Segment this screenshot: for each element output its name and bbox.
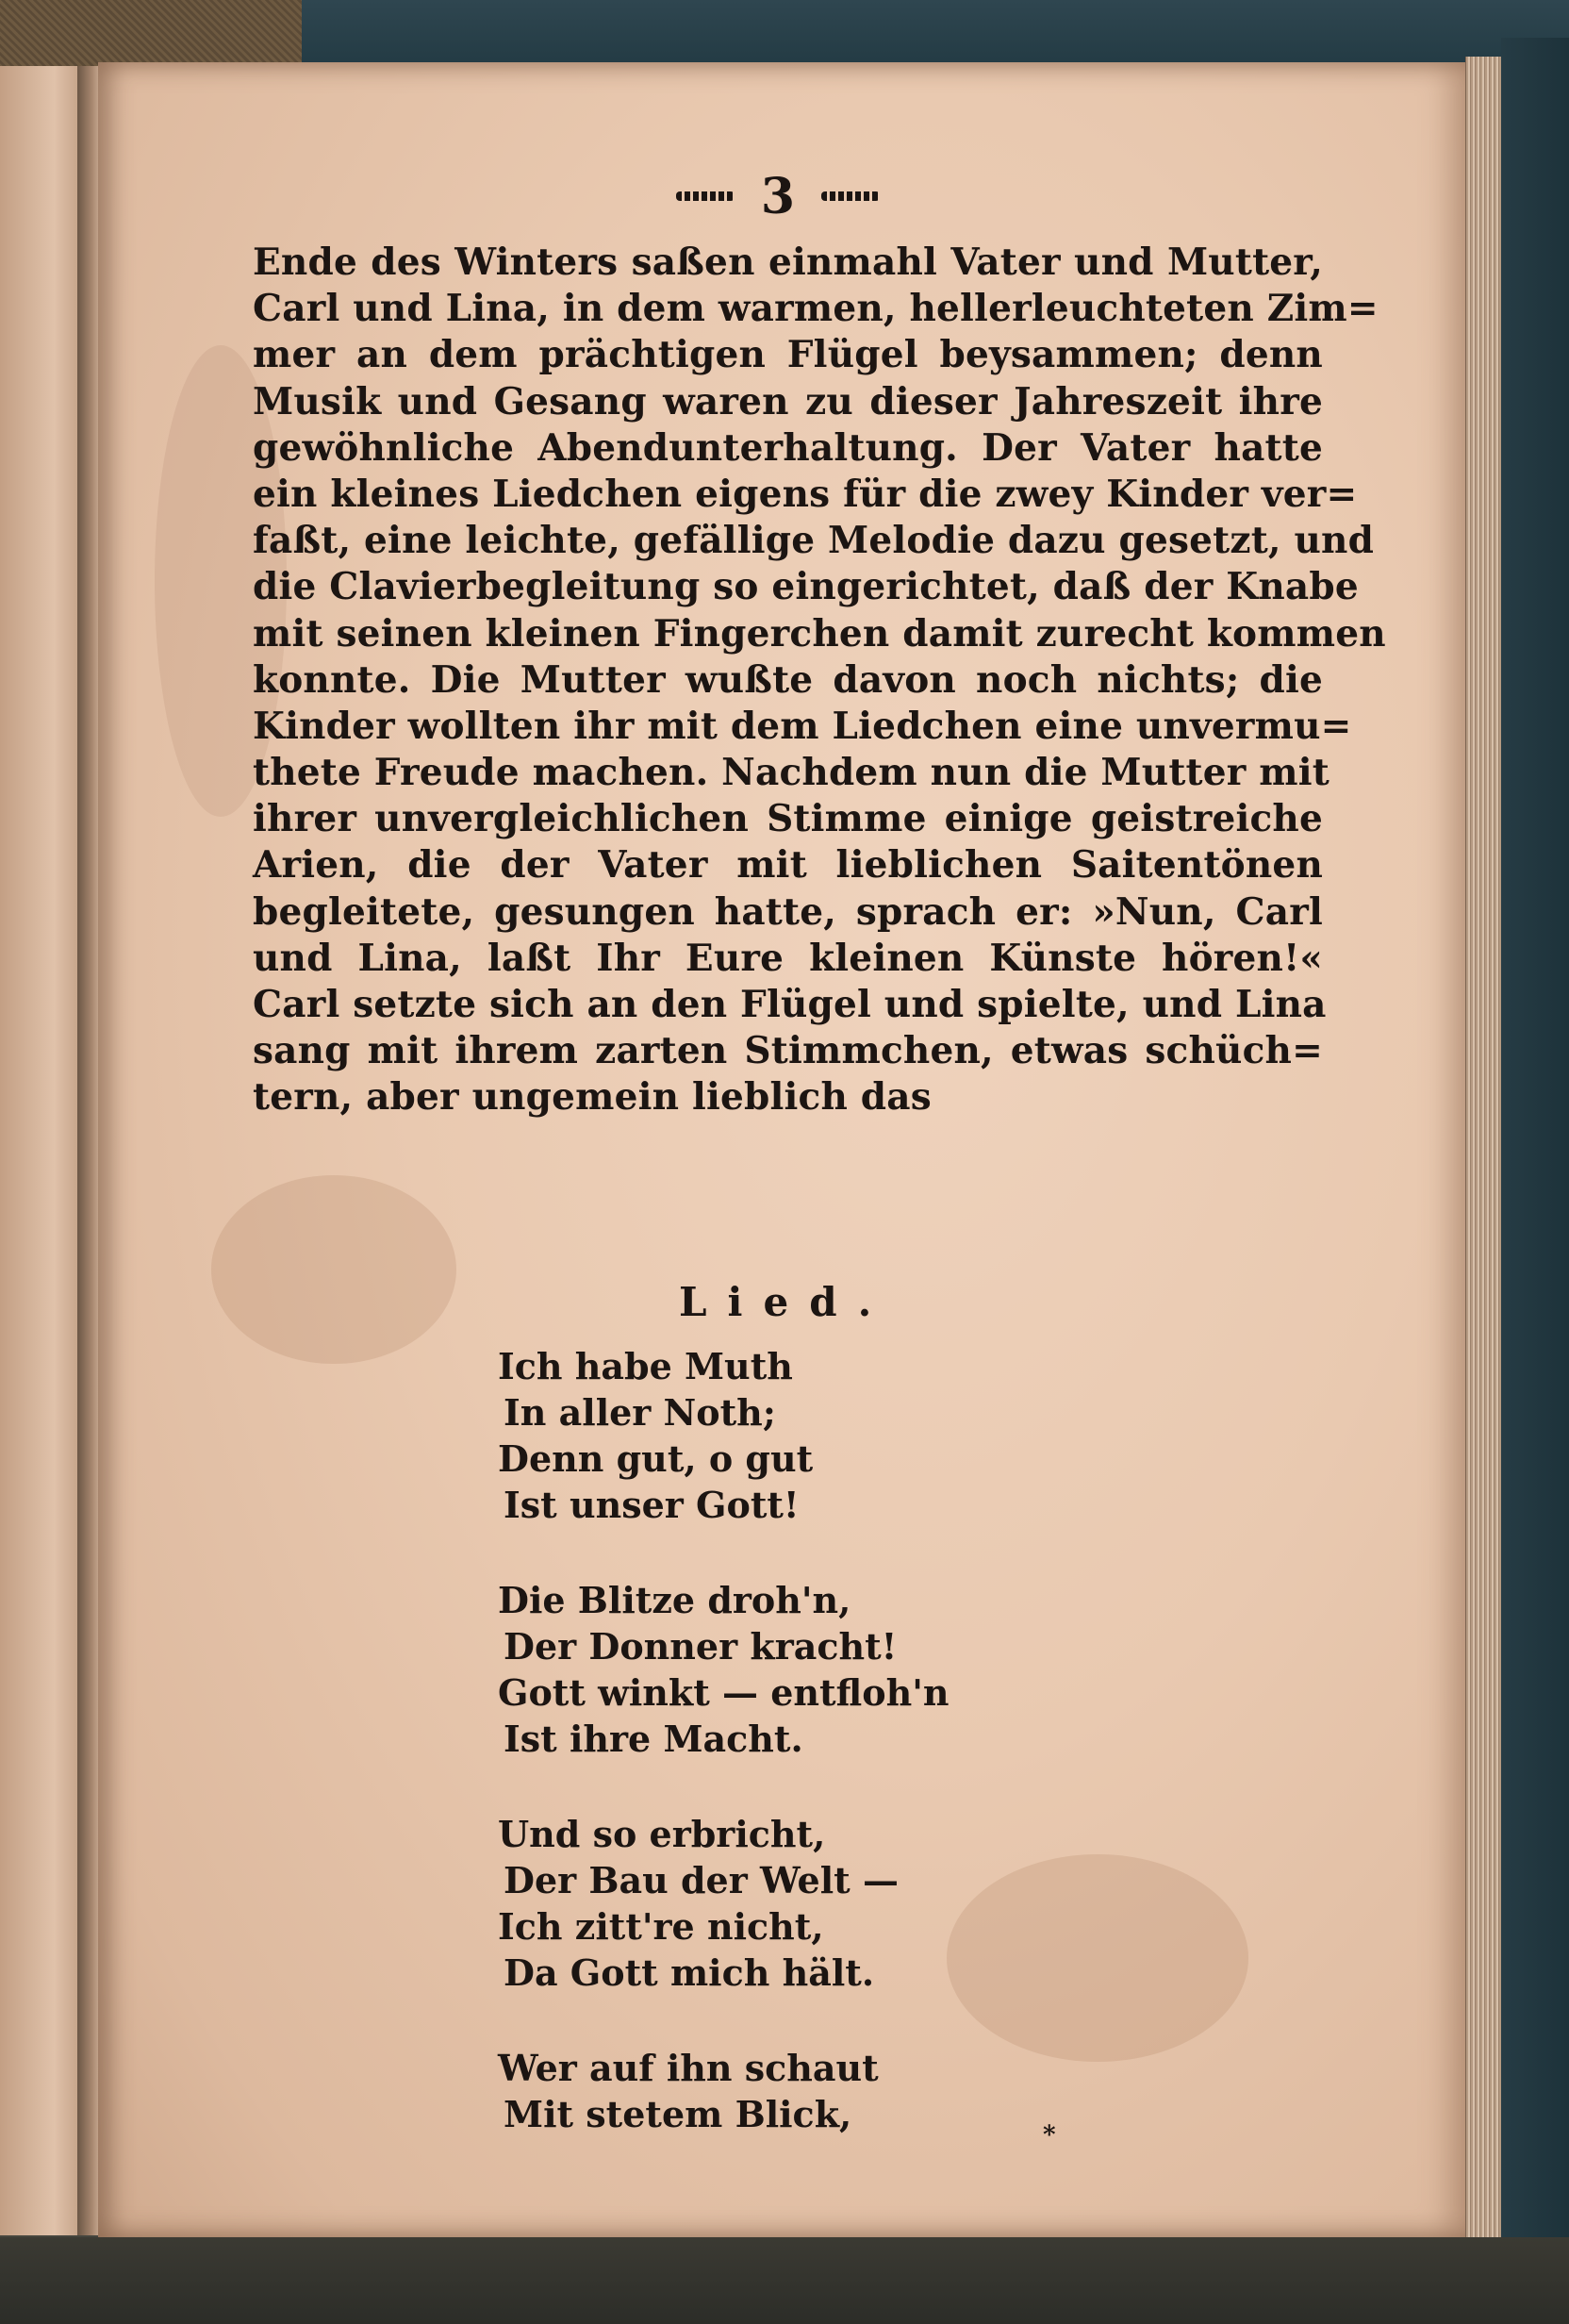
prose-line: sang mit ihrem zarten Stimmchen, etwas schüch= [253,1029,1323,1073]
verse-line: Ich habe Muth [498,1345,793,1387]
prose-line: und Lina, laßt Ihr Eure kleinen Künste hören!« [253,936,1323,980]
facing-page-edge [0,66,79,2235]
verse-line: Der Donner kracht! [504,1625,898,1668]
prose-line: Musik und Gesang waren zu dieser Jahreszeit ihre [253,379,1323,423]
verse [498,2045,1064,2137]
verse-line: Mit stetem Blick, [504,2093,852,2135]
prose-line: begleitete, gesungen hatte, sprach er: »Nun, Carl [253,889,1323,934]
paper-stain [211,1175,456,1364]
verse-line: Denn gut, o gut [498,1437,814,1480]
footer-mark: * [1043,2121,1056,2150]
cover-bottom-edge [0,2237,1569,2324]
header-ornament-left [676,191,735,201]
verse-line: Und so erbricht, [498,1813,826,1855]
verse-line: Wer auf ihn schaut [498,2047,879,2089]
cover-right-board [1501,38,1569,2282]
song-verses [498,1343,1064,2186]
page-number: 3 [760,167,796,225]
prose-line: die Clavierbegleitung so eingerichtet, daß der Knabe [253,565,1359,609]
prose-line: faßt, eine leichte, gefällige Melodie dazu gesetzt, und [253,519,1375,563]
verse-line: Ich zitt're nicht, [498,1905,824,1948]
verse [498,1811,1064,1996]
verse-line: Gott winkt — entfloh'n [498,1671,950,1714]
prose-line: mit seinen kleinen Fingerchen damit zurecht kommen [253,611,1386,656]
prose-line: ein kleines Liedchen eigens für die zwey Kinder ver= [253,472,1358,516]
cover-top-edge [283,0,1569,66]
prose-line: Arien, die der Vater mit lieblichen Saitentönen [253,843,1323,888]
page-stack-edge [1465,57,1502,2241]
verse [498,1343,1064,1528]
song-title: Lied. [679,1279,893,1325]
verse-line: Da Gott mich hält. [504,1951,875,1994]
verse-line: In aller Noth; [504,1391,776,1434]
prose-line: tern, aber ungemein lieblich das [253,1075,932,1120]
prose-line: Ende des Winters saßen einmahl Vater und Mutter, [253,241,1323,284]
prose-line: gewöhnliche Abendunterhaltung. Der Vater hatte [253,425,1323,470]
prose-line: thete Freude machen. Nachdem nun die Mutter mit [253,751,1330,795]
verse-line: Der Bau der Welt — [504,1859,899,1901]
prose-line: konnte. Die Mutter wußte davon noch nichts; die [253,657,1323,702]
prose-line: Carl setzte sich an den Flügel und spielte, und Lina [253,983,1327,1026]
verse-line: Ist ihre Macht. [504,1718,803,1760]
prose-line: Carl und Lina, in dem warmen, hellerleuchteten Zim= [253,287,1379,331]
verse-line: Die Blitze droh'n, [498,1579,851,1621]
prose-line: ihrer unvergleichlichen Stimme einige geistreiche [253,797,1323,841]
header-ornament-right [821,191,880,201]
verse-line: Ist unser Gott! [504,1484,800,1526]
prose-line: Kinder wollten ihr mit dem Liedchen eine unvermu= [253,704,1352,748]
page-header [651,166,905,226]
verse [498,1577,1064,1762]
prose-paragraph [253,240,1386,1121]
prose-line: mer an dem prächtigen Flügel beysammen; denn [253,333,1323,377]
